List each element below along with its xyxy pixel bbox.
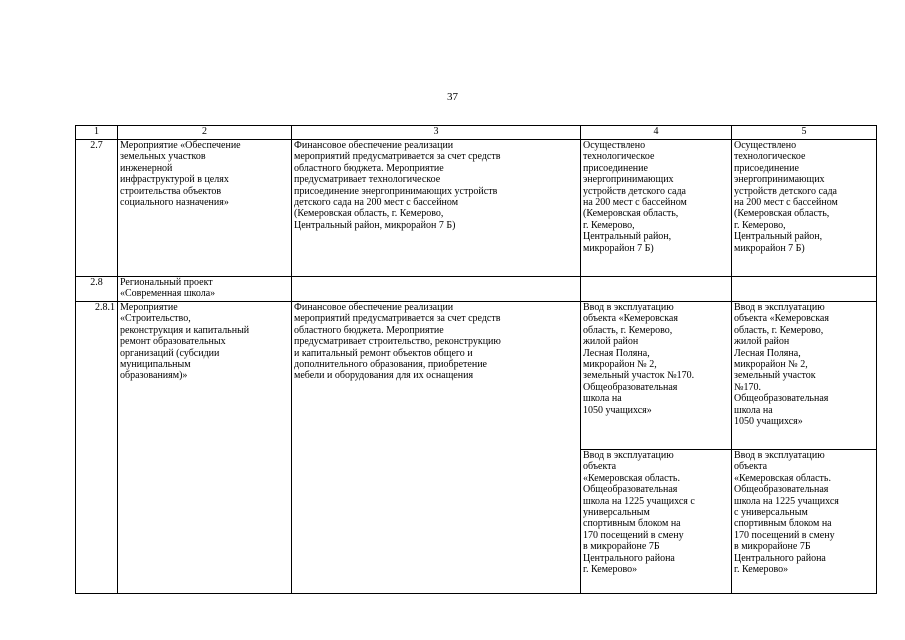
header-cell: 1: [76, 126, 118, 140]
measure-description: Финансовое обеспечение реализации мероприятий предусматривается за счет средств областного бюджета. Мероприятие предусматривает технологическое присоединение энергопринимающих устройств детского сада на 200 мест с бассейном (Кемеровская область, г. Кемерово, Центральный район, микрорайон 7 Б): [292, 140, 581, 277]
header-cell: 3: [292, 126, 581, 140]
measure-name: Мероприятие «Обеспечение земельных участков инженерной инфраструктурой в целях строительства объектов социального назначения»: [118, 140, 292, 277]
row-number: 2.7: [76, 140, 118, 277]
page-number: 37: [447, 91, 458, 103]
row-number: 2.8: [76, 277, 118, 302]
measure-description: [292, 277, 581, 302]
result-cell: [581, 277, 732, 302]
header-row: [76, 126, 877, 140]
result-cell: [732, 277, 877, 302]
result-cell: Осуществлено технологическое присоединение энергопринимающих устройств детского сада на 200 мест с бассейном (Кемеровская область, г. Кемерово, Центральный район, микрорайон 7 Б): [732, 140, 877, 277]
result-cell: Осуществлено технологическое присоединение энергопринимающих устройств детского сада на 200 мест с бассейном (Кемеровская область, г. Кемерово, Центральный район, микрорайон 7 Б): [581, 140, 732, 277]
table-row: [76, 140, 877, 277]
measure-description: Финансовое обеспечение реализации мероприятий предусматривается за счет средств областного бюджета. Мероприятие предусматривает строительство, реконструкцию и капитальный ремонт объектов общего и дополнительного образования, приобретение мебели и оборудования для их оснащения: [292, 302, 581, 594]
measure-name: Региональный проект «Современная школа»: [118, 277, 292, 302]
result-cell: Ввод в эксплуатацию объекта «Кемеровская область. Общеобразовательная школа на 1225 учащихся с универсальным спортивным блоком на 170 посещений в смену в микрорайоне 7Б Центрального района г. Кемерово»: [581, 450, 732, 594]
result-cell: Ввод в эксплуатацию объекта «Кемеровская область. Общеобразовательная школа на 1225 учащихся с универсальным спортивным блоком на 170 посещений в смену в микрорайоне 7Б Центрального района г. Кемерово»: [732, 450, 877, 594]
table-row: [76, 302, 877, 450]
measures-table: [75, 125, 877, 594]
row-number: 2.8.1: [76, 302, 118, 594]
measure-name: Мероприятие «Строительство, реконструкция и капитальный ремонт образовательных организаций (субсидии муниципальным образованиям)»: [118, 302, 292, 594]
table-row: [76, 277, 877, 302]
result-cell: Ввод в эксплуатацию объекта «Кемеровская область, г. Кемерово, жилой район Лесная Поляна, микрорайон № 2, земельный участок №170. Общеобразовательная школа на 1050 учащихся»: [732, 302, 877, 450]
result-cell: Ввод в эксплуатацию объекта «Кемеровская область, г. Кемерово, жилой район Лесная Поляна, микрорайон № 2, земельный участок №170. Общеобразовательная школа на 1050 учащихся»: [581, 302, 732, 450]
header-cell: 2: [118, 126, 292, 140]
header-cell: 5: [732, 126, 877, 140]
header-cell: 4: [581, 126, 732, 140]
